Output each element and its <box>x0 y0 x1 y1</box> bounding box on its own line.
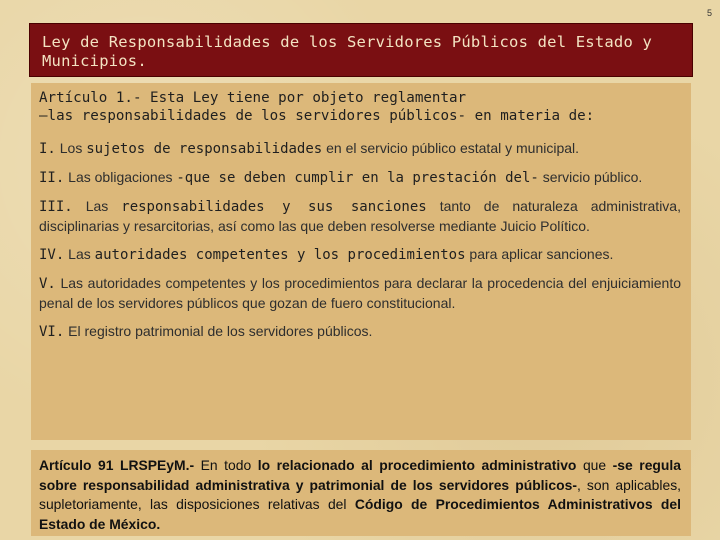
list-item-VI <box>39 322 681 342</box>
article-1-heading <box>39 89 681 125</box>
item-text-part: para aplicar sanciones. <box>465 246 614 262</box>
note-emphasis: lo relacionado al procedimiento administrativo <box>257 457 577 473</box>
law-title: Ley de Responsabilidades de los Servidores Públicos del Estado y Municipios. <box>42 33 653 70</box>
item-text-part: El registro patrimonial de los servidores públicos. <box>64 323 373 339</box>
item-text-part: Las <box>64 246 95 262</box>
item-text-part: en el servicio público estatal y municipal. <box>322 140 580 156</box>
article-1-heading-line2: –las responsabilidades de los servidores públicos- en materia de: <box>39 108 595 124</box>
note-emphasis: -se regula sobre responsabilidad administrativa y patrimonial de los servidores públicos- <box>39 457 681 493</box>
note-text: , son aplicables, supletoriamente, las disposiciones relativas del <box>39 476 681 512</box>
list-item-I <box>39 139 681 159</box>
item-text-part: servicio público. <box>538 169 643 185</box>
item-text-part: Las obligaciones <box>64 169 177 185</box>
list-item-II <box>39 168 681 188</box>
item-numeral: V. <box>39 276 56 292</box>
list-item-V <box>39 274 681 313</box>
item-numeral: VI. <box>39 324 65 340</box>
article-1-heading-line1: Artículo 1.- Esta Ley tiene por objeto reglamentar <box>39 90 467 106</box>
item-numeral: II. <box>39 170 65 186</box>
item-text-part: Los <box>55 140 87 156</box>
list-item-III <box>39 197 681 236</box>
item-text-part: Las autoridades competentes y los procedimientos para declarar la procedencia del enjuiciamiento penal de los servidores públicos que gozan de fuero constitucional. <box>39 275 681 311</box>
item-numeral: III. <box>39 199 73 215</box>
article-91-note <box>31 450 691 536</box>
note-article-ref: Artículo 91 LRSPEyM.- <box>39 457 195 473</box>
page-number: 5 <box>706 8 712 18</box>
item-emphasis: -que se deben cumplir en la prestación del- <box>176 170 539 186</box>
item-emphasis: autoridades competentes y los procedimientos <box>94 247 466 263</box>
note-text: En todo <box>194 457 258 473</box>
article-1-panel <box>31 83 691 440</box>
title-banner <box>29 23 693 77</box>
item-emphasis: sujetos de responsabilidades <box>86 141 323 157</box>
item-numeral: I. <box>39 141 56 157</box>
item-text-part: Las <box>72 198 122 214</box>
note-code-name: Código de Procedimientos Administrativos del Estado de México. <box>39 496 681 532</box>
item-numeral: IV. <box>39 247 65 263</box>
item-text-part: tanto de naturaleza administrativa, disciplinarias y resarcitorias, así como las que deben resolverse mediante Juicio Político. <box>39 198 681 234</box>
list-item-IV <box>39 245 681 265</box>
note-text: que <box>576 457 613 473</box>
item-emphasis: responsabilidades y sus sanciones <box>121 199 427 215</box>
